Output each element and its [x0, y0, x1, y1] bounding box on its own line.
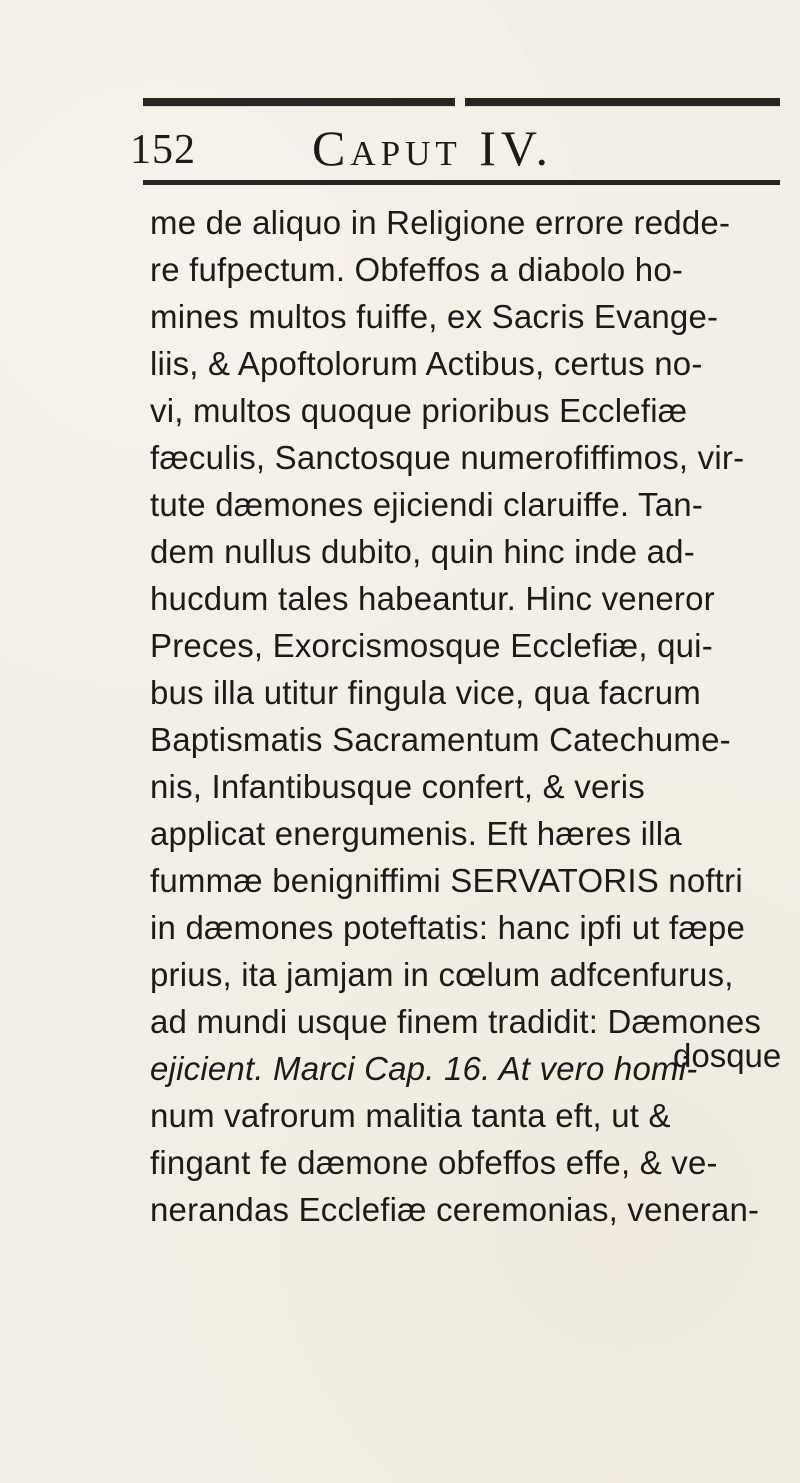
- text-line: applicat energumenis. Eft hæres illa: [150, 815, 682, 852]
- text-line: Preces, Exorcismosque Ecclefiæ, qui-: [150, 627, 713, 664]
- text-line: liis, & Apoftolorum Actibus, certus no-: [150, 345, 703, 382]
- text-line: vi, multos quoque prioribus Ecclefiæ: [150, 392, 688, 429]
- text-line: tute dæmones ejiciendi claruiffe. Tan-: [150, 486, 704, 523]
- text-line: nis, Infantibusque confert, & veris: [150, 768, 645, 805]
- page-number: 152: [130, 127, 196, 173]
- text-line: in dæmones poteftatis: hanc ipfi ut fæpe: [150, 909, 746, 946]
- text-line: nerandas Ecclefiæ ceremonias, veneran-: [150, 1191, 760, 1228]
- chapter-title: Caput IV.: [312, 120, 554, 176]
- text-line: prius, ita jamjam in cœlum adfcenfurus,: [150, 956, 734, 993]
- catchword: dosque: [673, 1037, 782, 1074]
- text-line: fummæ benigniffimi SERVATORIS noftri: [150, 862, 743, 899]
- text-line: ad mundi usque finem tradidit: Dæmones: [150, 1003, 762, 1040]
- bottom-rule: [143, 180, 780, 185]
- text-line: mines multos fuiffe, ex Sacris Evange-: [150, 298, 719, 335]
- text-line: Baptismatis Sacramentum Catechume-: [150, 721, 731, 758]
- text-line: ejicient. Marci Cap. 16. At vero homi-: [150, 1050, 698, 1087]
- text-line: hucdum tales habeantur. Hinc veneror: [150, 580, 715, 617]
- text-line: bus illa utitur fingula vice, qua facrum: [150, 674, 701, 711]
- text-line: fingant fe dæmone obfeffos effe, & ve-: [150, 1144, 718, 1181]
- top-rule-gap: [455, 96, 465, 108]
- text-line: me de aliquo in Religione errore redde-: [150, 204, 731, 241]
- text-line: dem nullus dubito, quin hinc inde ad-: [150, 533, 695, 570]
- page-header: [130, 120, 780, 179]
- text-line: re fufpectum. Obfeffos a diabolo ho-: [150, 251, 684, 288]
- text-line: num vafrorum malitia tanta eft, ut &: [150, 1097, 671, 1134]
- text-line: fæculis, Sanctosque numerofiffimos, vir-: [150, 439, 745, 476]
